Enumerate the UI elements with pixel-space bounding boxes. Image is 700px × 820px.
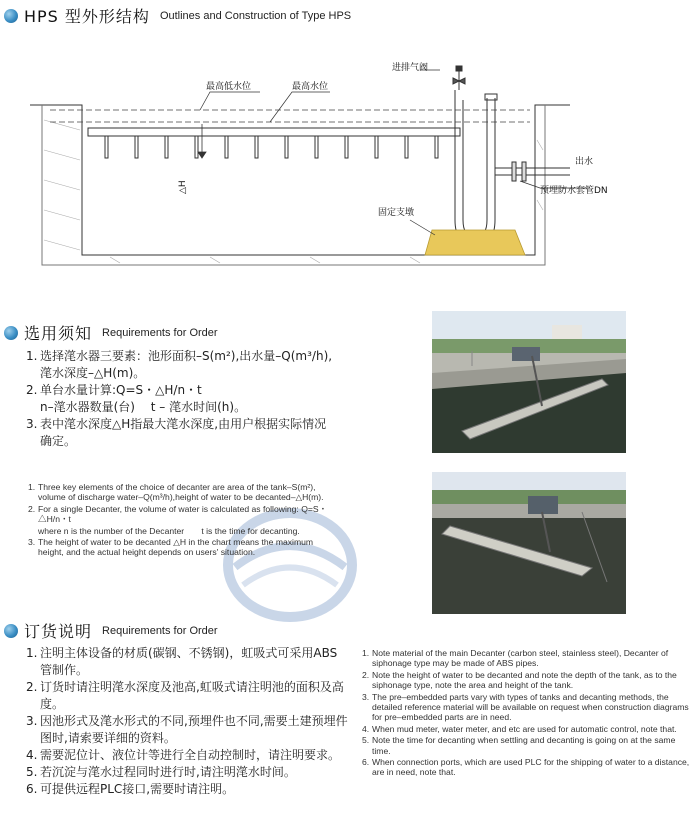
decanter-photo-1	[432, 311, 626, 453]
list-item: 1. 选择滗水器三要素：池形面积–S(m²),出水量–Q(m³/h),滗水深度–△H(m)。	[26, 349, 333, 380]
list-item: n–滗水器数量(台) t – 滗水时间(h)。	[40, 400, 247, 414]
list-item: 6. When connection ports, which are used PLC for the shipping of water to a distance, are in need, note that.	[362, 757, 690, 778]
label-sleeve: 预埋防水套管DN	[540, 186, 608, 196]
list-item: 5. Note the time for decanting when settling and decanting is going on at the same time.	[362, 735, 676, 756]
list-item: 3. 表中滗水深度△H指最大滗水深度,由用户根据实际情况确定。	[26, 417, 327, 448]
support-pier	[425, 230, 525, 255]
label-highest-level: 最高水位	[292, 82, 329, 92]
decanter-photo-2	[432, 472, 626, 614]
section-selection-heading	[4, 321, 218, 344]
bullet-sphere-icon	[4, 9, 18, 23]
selection-list-en	[28, 482, 328, 559]
decanting-heads	[105, 136, 438, 158]
list-item: 2. For a single Decanter, the volume of water is calculated as following: Q=S・△H/n・t	[28, 503, 328, 525]
order-list-cn	[26, 645, 348, 798]
label-delta-h: △H	[178, 180, 188, 194]
section-title-cn: HPS 型外形结构	[24, 7, 150, 26]
section-outlines-heading	[4, 4, 351, 27]
label-inlet-valve: 进排气阀	[392, 63, 429, 73]
order-list-en	[362, 648, 692, 779]
section-title-en: Outlines and Construction of Type HPS	[159, 9, 352, 22]
section-title-en: Requirements for Order	[102, 624, 218, 637]
list-item: 1. 注明主体设备的材质(碳钢、不锈钢)，虹吸式可采用ABS管制作。	[26, 646, 338, 677]
list-item: 6. 可提供远程PLC接口,需要时请注明。	[26, 782, 235, 796]
list-item: where n is the number of the Decanter t is the time for decanting.	[38, 525, 300, 536]
list-item: 1. Note material of the main Decanter (carbon steel, stainless steel), Decanter of siphonage type may be made of ABS pipes.	[362, 648, 669, 669]
list-item: 1. Three key elements of the choice of decanter are area of the tank–S(m²), volume of discharge water–Q(m³/h),height of water to be decanted–△H(m).	[28, 482, 324, 503]
section-title-cn: 订货说明	[24, 622, 93, 641]
list-item: 3. 因池形式及滗水形式的不同,预埋件也不同,需要土建预埋件图时,请索要详细的资料。	[26, 714, 348, 745]
section-title-cn: 选用须知	[24, 324, 93, 343]
selection-list-cn	[26, 348, 336, 450]
label-outlet: 出水	[575, 157, 594, 167]
list-item: 3. The pre–embedded parts vary with types of tanks and decanting methods, the detailed reference material will be available on request when construction diagrams for pre–embedded parts are in need.	[362, 691, 689, 723]
section-title-en: Requirements for Order	[102, 326, 218, 339]
label-lowest-level: 最高低水位	[206, 82, 252, 92]
bullet-sphere-icon	[4, 326, 18, 340]
decanter-construction-diagram	[30, 60, 630, 280]
list-item: 2. 单台水量计算:Q=S・△H/n・t	[26, 383, 202, 397]
bullet-sphere-icon	[4, 624, 18, 638]
list-item: 3. The height of water to be decanted △H in the chart means the maximum height, and the actual height depends on users' situation.	[28, 537, 314, 558]
list-item: 2. Note the height of water to be decanted and note the depth of the tank, as to the siphonage type, note the area and height of the tank.	[362, 669, 677, 691]
list-item: 4. 需要泥位计、液位计等进行全自动控制时，请注明要求。	[26, 748, 341, 762]
label-support: 固定支墩	[378, 208, 415, 218]
inlet-valve-icon	[453, 66, 465, 90]
section-order-heading	[4, 619, 218, 642]
list-item: 2. 订货时请注明滗水深度及池高,虹吸式请注明池的面积及高度。	[26, 680, 344, 711]
list-item: 5. 若沉淀与滗水过程同时进行时,请注明滗水时间。	[26, 765, 296, 779]
list-item: 4. When mud meter, water meter, and etc are used for automatic control, note that.	[362, 723, 677, 734]
